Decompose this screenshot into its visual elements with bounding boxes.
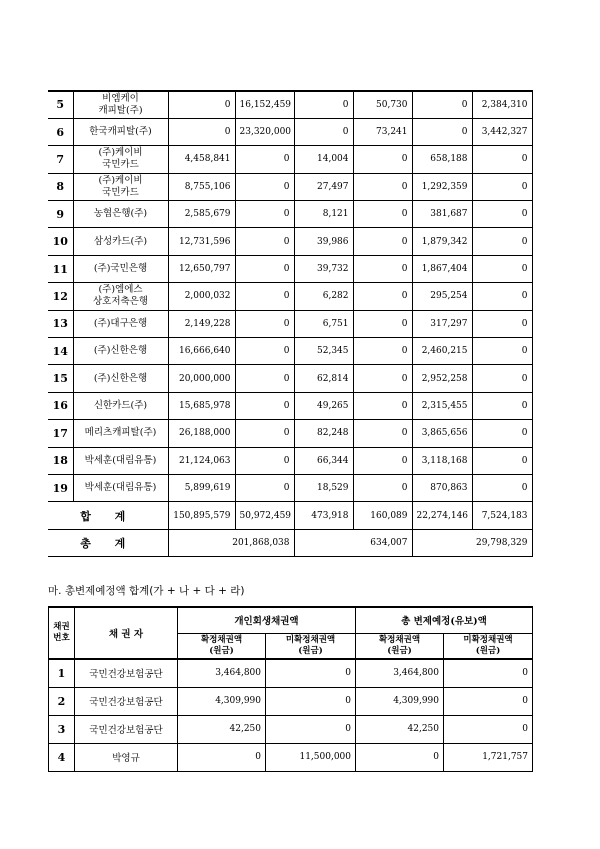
amount-cell: 0 (178, 743, 266, 771)
amount-cell: 0 (444, 715, 533, 743)
amount-cell: 50,730 (353, 91, 412, 118)
amount-cell: 0 (235, 173, 294, 200)
amount-cell: 0 (472, 474, 532, 501)
subtotal-label: 합 계 (48, 502, 168, 529)
creditor-name (73, 255, 168, 282)
amount-cell: 0 (356, 743, 444, 771)
amount-cell: 0 (472, 420, 532, 447)
amount-cell: 1,879,342 (412, 228, 472, 255)
row-number: 15 (48, 365, 73, 392)
table-row (49, 687, 533, 715)
creditor-name (73, 91, 168, 118)
amount-cell: 0 (444, 687, 533, 715)
amount-cell: 0 (353, 228, 412, 255)
creditor-name-line: 농협은행(주) (93, 208, 148, 220)
row-number: 14 (48, 338, 73, 365)
table-row (49, 659, 533, 687)
creditor-name (73, 310, 168, 337)
amount-cell: 0 (266, 659, 356, 687)
row-number: 9 (48, 201, 73, 228)
amount-cell: 0 (444, 659, 533, 687)
amount-cell: 18,529 (294, 474, 353, 501)
amount-cell: 0 (235, 338, 294, 365)
creditor-name-line: 메리츠캐피탈(주) (84, 427, 157, 439)
amount-cell: 0 (472, 447, 532, 474)
amount-cell: 23,320,000 (235, 118, 294, 145)
amount-cell: 11,500,000 (266, 743, 356, 771)
creditor-name (73, 365, 168, 392)
amount-cell: 0 (353, 365, 412, 392)
amount-cell: 0 (412, 91, 472, 118)
amount-cell: 73,241 (353, 118, 412, 145)
amount-cell: 52,345 (294, 338, 353, 365)
creditor-name (73, 228, 168, 255)
amount-cell: 0 (472, 146, 532, 173)
table-row (48, 228, 532, 255)
table-row (48, 201, 532, 228)
amount-cell: 4,309,990 (178, 687, 266, 715)
amount-cell: 0 (235, 310, 294, 337)
creditor-name: 박영규 (75, 743, 178, 771)
creditor-name (73, 338, 168, 365)
creditor-name (73, 420, 168, 447)
creditor-name (73, 146, 168, 173)
header-claim-amount: 개인회생채권액 (178, 607, 356, 633)
amount-cell: 3,464,800 (356, 659, 444, 687)
amount-cell: 14,004 (294, 146, 353, 173)
amount-cell: 0 (353, 201, 412, 228)
creditor-name-line: (주)신한은행 (93, 345, 148, 357)
amount-cell: 0 (353, 283, 412, 310)
amount-cell: 0 (235, 447, 294, 474)
table-row (48, 310, 532, 337)
amount-cell: 27,497 (294, 173, 353, 200)
amount-cell: 0 (294, 118, 353, 145)
subtotal-row (48, 502, 532, 529)
grand-total-row (48, 529, 532, 556)
row-number: 17 (48, 420, 73, 447)
creditor-repayment-table (48, 90, 533, 557)
row-number: 16 (48, 392, 73, 419)
header-confirmed: 확정채권액 (원금) (178, 633, 266, 659)
grand-total-amount: 201,868,038 (168, 529, 294, 556)
subtotal-amount: 473,918 (294, 502, 353, 529)
amount-cell: 6,282 (294, 283, 353, 310)
amount-cell: 42,250 (178, 715, 266, 743)
amount-cell: 82,248 (294, 420, 353, 447)
creditor-name (73, 173, 168, 200)
amount-cell: 0 (235, 146, 294, 173)
creditor-name-line: (주)엠에스 (98, 284, 143, 296)
creditor-name-line: (주)케이비 (98, 147, 143, 159)
amount-cell: 381,687 (412, 201, 472, 228)
amount-cell: 2,315,455 (412, 392, 472, 419)
amount-cell: 0 (472, 365, 532, 392)
creditor-name (73, 201, 168, 228)
table-row (49, 743, 533, 771)
amount-cell: 3,442,327 (472, 118, 532, 145)
amount-cell: 0 (168, 91, 235, 118)
creditor-name-line: 비엠케이 (102, 92, 139, 104)
amount-cell: 0 (235, 365, 294, 392)
amount-cell: 0 (235, 283, 294, 310)
amount-cell: 0 (235, 474, 294, 501)
amount-cell: 0 (353, 420, 412, 447)
amount-cell: 0 (353, 392, 412, 419)
amount-cell: 1,292,359 (412, 173, 472, 200)
amount-cell: 16,152,459 (235, 91, 294, 118)
header-unconfirmed: 미확정채권액 (원금) (266, 633, 356, 659)
table-row (48, 365, 532, 392)
creditor-name (73, 392, 168, 419)
subtotal-amount: 150,895,579 (168, 502, 235, 529)
amount-cell: 0 (294, 91, 353, 118)
amount-cell: 0 (353, 310, 412, 337)
header-creditor-no: 채권 번호 (49, 607, 75, 659)
table-row (49, 715, 533, 743)
row-number: 12 (48, 283, 73, 310)
amount-cell: 4,458,841 (168, 146, 235, 173)
amount-cell: 0 (353, 173, 412, 200)
table-row (48, 420, 532, 447)
amount-cell: 42,250 (356, 715, 444, 743)
row-number: 11 (48, 255, 73, 282)
amount-cell: 0 (235, 201, 294, 228)
amount-cell: 2,000,032 (168, 283, 235, 310)
amount-cell: 0 (472, 173, 532, 200)
amount-cell: 0 (168, 118, 235, 145)
creditor-name-line: 상호저축은행 (92, 296, 149, 308)
creditor-name-line: (주)신한은행 (93, 372, 148, 384)
amount-cell: 26,188,000 (168, 420, 235, 447)
subtotal-amount: 7,524,183 (472, 502, 532, 529)
row-number: 1 (49, 659, 75, 687)
amount-cell: 2,952,258 (412, 365, 472, 392)
creditor-name-line: (주)케이비 (98, 174, 143, 186)
amount-cell: 2,585,679 (168, 201, 235, 228)
amount-cell: 0 (266, 687, 356, 715)
row-number: 10 (48, 228, 73, 255)
subtotal-amount: 160,089 (353, 502, 412, 529)
row-number: 4 (49, 743, 75, 771)
table-row (48, 91, 532, 118)
table-row (48, 474, 532, 501)
subtotal-amount: 50,972,459 (235, 502, 294, 529)
amount-cell: 0 (353, 338, 412, 365)
grand-total-label: 총 계 (48, 529, 168, 556)
row-number: 18 (48, 447, 73, 474)
creditor-name: 국민건강보험공단 (75, 715, 178, 743)
amount-cell: 16,666,640 (168, 338, 235, 365)
amount-cell: 870,863 (412, 474, 472, 501)
amount-cell: 39,986 (294, 228, 353, 255)
amount-cell: 0 (235, 228, 294, 255)
amount-cell: 2,149,228 (168, 310, 235, 337)
creditor-name-line: (주)대구은행 (93, 317, 148, 329)
amount-cell: 4,309,990 (356, 687, 444, 715)
creditor-name-line: 국민카드 (102, 159, 139, 171)
amount-cell: 0 (235, 392, 294, 419)
amount-cell: 5,899,619 (168, 474, 235, 501)
amount-cell: 295,254 (412, 283, 472, 310)
amount-cell: 0 (353, 447, 412, 474)
creditor-name-line: 삼성카드(주) (93, 235, 148, 247)
amount-cell: 66,344 (294, 447, 353, 474)
amount-cell: 8,121 (294, 201, 353, 228)
creditor-name: 국민건강보험공단 (75, 687, 178, 715)
grand-total-amount: 29,798,329 (412, 529, 532, 556)
amount-cell: 2,384,310 (472, 91, 532, 118)
amount-cell: 3,464,800 (178, 659, 266, 687)
row-number: 7 (48, 146, 73, 173)
creditor-name-line: 국민카드 (102, 186, 139, 198)
table-row (48, 255, 532, 282)
header-creditor: 채 권 자 (75, 607, 178, 659)
table-row (48, 146, 532, 173)
row-number: 13 (48, 310, 73, 337)
creditor-name-line: 박세훈(대림유통) (84, 482, 157, 494)
amount-cell: 2,460,215 (412, 338, 472, 365)
creditor-name-line: 박세훈(대림유통) (84, 454, 157, 466)
amount-cell: 1,721,757 (444, 743, 533, 771)
amount-cell: 317,297 (412, 310, 472, 337)
creditor-name: 국민건강보험공단 (75, 659, 178, 687)
amount-cell: 12,650,797 (168, 255, 235, 282)
amount-cell: 0 (353, 474, 412, 501)
creditor-name-line: (주)국민은행 (93, 263, 148, 275)
header-total-repayment: 총 변제예정(유보)액 (356, 607, 533, 633)
table-row (48, 392, 532, 419)
amount-cell: 658,188 (412, 146, 472, 173)
amount-cell: 0 (472, 228, 532, 255)
amount-cell: 0 (266, 715, 356, 743)
total-repayment-summary-table (48, 606, 533, 772)
amount-cell: 3,865,656 (412, 420, 472, 447)
creditor-name (73, 118, 168, 145)
subtotal-amount: 22,274,146 (412, 502, 472, 529)
creditor-name-line: 캐피탈(주) (98, 104, 143, 116)
row-number: 6 (48, 118, 73, 145)
table-row (48, 118, 532, 145)
header-unconfirmed: 미확정채권액 (원금) (444, 633, 533, 659)
creditor-name (73, 474, 168, 501)
amount-cell: 0 (235, 420, 294, 447)
amount-cell: 0 (353, 255, 412, 282)
table-row (48, 447, 532, 474)
amount-cell: 49,265 (294, 392, 353, 419)
table-row (48, 338, 532, 365)
table-row (48, 283, 532, 310)
row-number: 3 (49, 715, 75, 743)
amount-cell: 0 (353, 146, 412, 173)
amount-cell: 0 (412, 118, 472, 145)
row-number: 19 (48, 474, 73, 501)
row-number: 2 (49, 687, 75, 715)
amount-cell: 0 (472, 283, 532, 310)
amount-cell: 62,814 (294, 365, 353, 392)
grand-total-amount: 634,007 (294, 529, 412, 556)
amount-cell: 12,731,596 (168, 228, 235, 255)
section-title: 마. 총변제예정액 합계(가 + 나 + 다 + 라) (48, 585, 245, 597)
row-number: 8 (48, 173, 73, 200)
header-confirmed: 확정채권액 (원금) (356, 633, 444, 659)
creditor-name (73, 283, 168, 310)
creditor-name-line: 신한카드(주) (93, 399, 148, 411)
creditor-name-line: 한국캐피탈(주) (89, 126, 152, 138)
row-number: 5 (48, 91, 73, 118)
amount-cell: 0 (235, 255, 294, 282)
amount-cell: 8,755,106 (168, 173, 235, 200)
amount-cell: 0 (472, 255, 532, 282)
amount-cell: 1,867,404 (412, 255, 472, 282)
amount-cell: 15,685,978 (168, 392, 235, 419)
amount-cell: 39,732 (294, 255, 353, 282)
amount-cell: 0 (472, 201, 532, 228)
amount-cell: 3,118,168 (412, 447, 472, 474)
amount-cell: 20,000,000 (168, 365, 235, 392)
table-row (48, 173, 532, 200)
amount-cell: 21,124,063 (168, 447, 235, 474)
amount-cell: 6,751 (294, 310, 353, 337)
creditor-name (73, 447, 168, 474)
amount-cell: 0 (472, 392, 532, 419)
amount-cell: 0 (472, 338, 532, 365)
amount-cell: 0 (472, 310, 532, 337)
